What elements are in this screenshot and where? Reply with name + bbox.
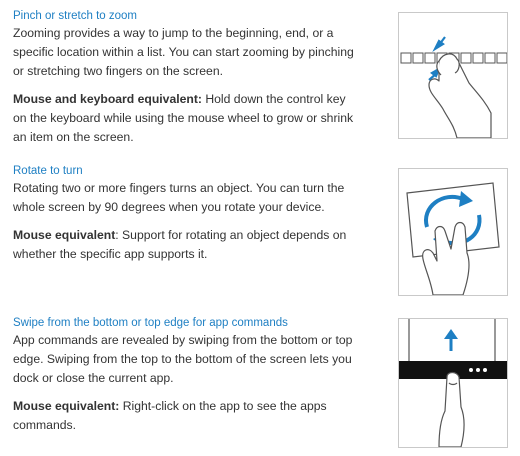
section-body: Zooming provides a way to jump to the beginning, end, or a specific location within a list. You can start zooming by pinching or stretching two fingers on the screen. [13, 26, 354, 78]
section-rotate [13, 164, 373, 264]
rotate-illustration [398, 168, 508, 296]
edge-swipe-illustration [398, 318, 508, 448]
equivalent-label: Mouse equivalent: [13, 399, 120, 413]
pinch-zoom-illustration [398, 12, 508, 139]
section-edge-swipe [13, 316, 373, 435]
rotate-gesture-icon [399, 169, 507, 295]
section-heading: Pinch or stretch to zoom [13, 10, 137, 22]
equivalent-text: Mouse and keyboard equivalent: Hold down the control key on the keyboard while using the mouse wheel to grow or shrink an item on the screen. [13, 92, 354, 144]
edge-swipe-gesture-icon [399, 319, 507, 447]
equivalent-label: Mouse and keyboard equivalent: [13, 92, 202, 106]
section-body: App commands are revealed by swiping from the bottom or top edge. Swiping from the top to the bottom of the screen lets you dock or close the current app. [13, 333, 353, 385]
section-heading: Rotate to turn [13, 165, 83, 177]
equivalent-text: Mouse equivalent: Right-click on the app to see the apps commands. [13, 399, 327, 432]
equivalent-label: Mouse equivalent [13, 228, 116, 242]
section-body: Rotating two or more fingers turns an object. You can turn the whole screen by 90 degrees when you rotate your device. [13, 181, 345, 214]
pinch-zoom-gesture-icon [399, 13, 507, 138]
section-heading: Swipe from the bottom or top edge for app commands [13, 317, 288, 329]
section-pinch-zoom [13, 9, 373, 147]
equivalent-text: Mouse equivalent: Support for rotating an object depends on whether the specific app supports it. [13, 228, 347, 261]
